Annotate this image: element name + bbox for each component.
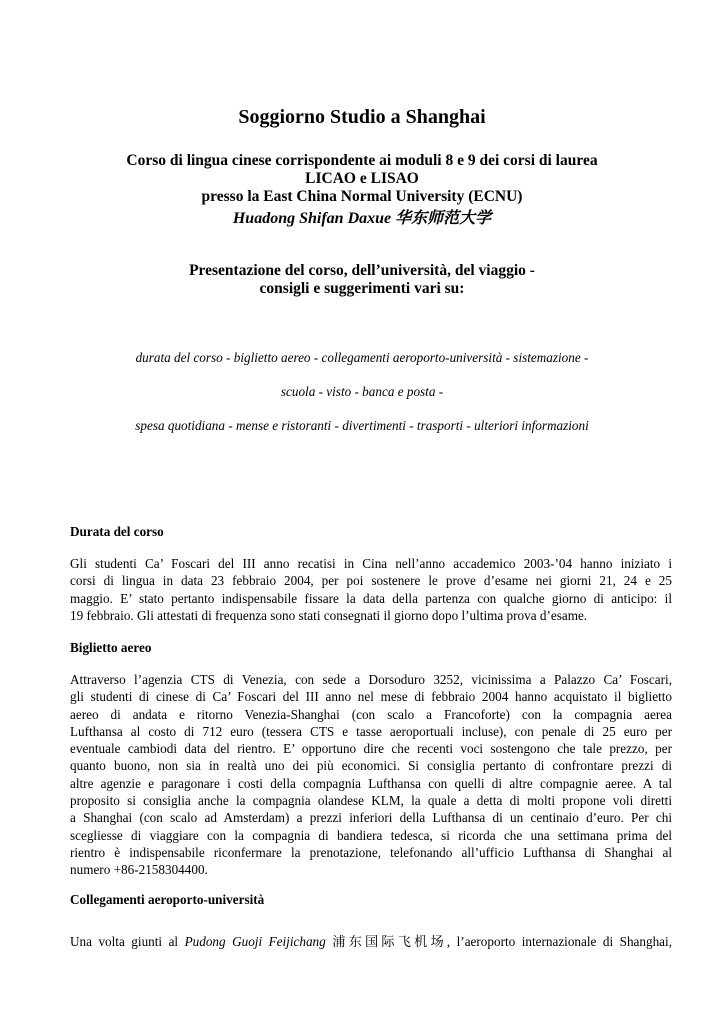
paragraph-line: altre agenzie e paragonare i costi della compagnia Lufthansa con quelli di altre compagnie aeree. A tal: [70, 775, 672, 791]
topics-line-2: scuola - visto - banca e posta -: [280, 384, 444, 399]
paragraph-line: scegliesse di viaggiare con la compagnia di bandiera tedesca, si ricorda che una settimana prima del: [70, 827, 672, 843]
topics-line-1: durata del corso - biglietto aereo - collegamenti aeroporto-università - sistemazione -: [135, 350, 589, 365]
paragraph-line: numero +86-2158304400.: [70, 862, 208, 878]
paragraph-line: maggio. E’ stato pertanto indispensabile fissare la data della partenza con qualche giorno di anticipo: il: [70, 590, 672, 606]
presentation-line-1: Presentazione del corso, dell’università, del viaggio -: [189, 262, 535, 279]
section-paragraph-durata: [70, 555, 672, 624]
section-heading-durata: Durata del corso: [70, 524, 164, 539]
paragraph-line: Gli studenti Ca’ Foscari del III anno recatisi in Cina nell’anno accademico 2003-’04 hanno iniziato i: [70, 556, 672, 571]
paragraph-line: aereo di andata e ritorno Venezia-Shanghai (con scalo a Francoforte) con la compagnia aerea: [70, 706, 672, 722]
section-heading-biglietto: Biglietto aereo: [70, 640, 152, 655]
paragraph-line: gli studenti di cinese di Ca’ Foscari del III anno nel mese di febbraio 2004 hanno acquistato il biglietto: [70, 689, 672, 705]
paragraph-line: Attraverso l’agenzia CTS di Venezia, con sede a Dorsoduro 3252, vicinissima a Palazzo Ca’ Foscari,: [70, 672, 672, 687]
paragraph-line: quanto buono, non sia in realtà uno dei più economici. Si consiglia pertanto di confrontare prezzi di: [70, 758, 672, 774]
line-prefix: Una volta giunti al: [70, 934, 185, 949]
presentation-line-2: consigli e suggerimenti vari su:: [259, 280, 465, 297]
course-subtitle-line-1: Corso di lingua cinese corrispondente ai moduli 8 e 9 dei corsi di laurea: [126, 152, 598, 169]
section-paragraph-collegamenti: [70, 933, 672, 950]
paragraph-line: proposito si consiglia anche la compagnia olandese KLM, la quale a detta di molti propone voli diretti: [70, 793, 672, 809]
paragraph-line: eventuale cambiodi data del rientro. E’ opportuno dire che recenti voci sostengono che tale prezzo, per: [70, 741, 672, 757]
airport-pinyin-name: Pudong Guoji Feijichang: [184, 934, 326, 949]
course-subtitle-block: [0, 152, 724, 228]
paragraph-line: rientro è indispensabile riconfermare la prenotazione, telefonando all’ufficio Lufthansa di Shanghai al: [70, 844, 672, 860]
paragraph-line: corsi di lingua in data 23 febbraio 2004, per poi sostenere le prove d’esame nei giorni 21, 24 e 25: [70, 573, 672, 589]
course-subtitle-line-3: presso la East China Normal University (ECNU): [201, 188, 523, 205]
paragraph-line: [70, 933, 672, 950]
university-chinese-name: Huadong Shifan Daxue 华东师范大学: [232, 210, 492, 227]
line-suffix: , l’aeroporto internazionale di Shanghai,: [446, 934, 672, 949]
paragraph-line: a Shanghai (con scalo ad Amsterdam) a prezzi inferiori della Lufthansa di un centinaio d’euro. Per chi: [70, 810, 672, 826]
paragraph-line: Lufthansa al costo di 712 euro (tessera CTS e tasse aeroportuali incluse), con penale di 25 euro per: [70, 723, 672, 739]
airport-chinese-name: 浦东国际飞机场: [325, 934, 447, 949]
paragraph-line: 19 febbraio. Gli attestati di frequenza sono stati consegnati il giorno dopo l’ultima prova d’esame.: [70, 607, 588, 623]
document-title: Soggiorno Studio a Shanghai: [238, 106, 486, 128]
presentation-block: [0, 262, 724, 298]
section-heading-collegamenti: Collegamenti aeroporto-università: [70, 892, 265, 907]
topics-line-3: spesa quotidiana - mense e ristoranti - divertimenti - trasporti - ulteriori informazioni: [135, 418, 589, 433]
course-subtitle-line-2: LICAO e LISAO: [305, 170, 419, 187]
section-paragraph-biglietto: [70, 671, 672, 879]
